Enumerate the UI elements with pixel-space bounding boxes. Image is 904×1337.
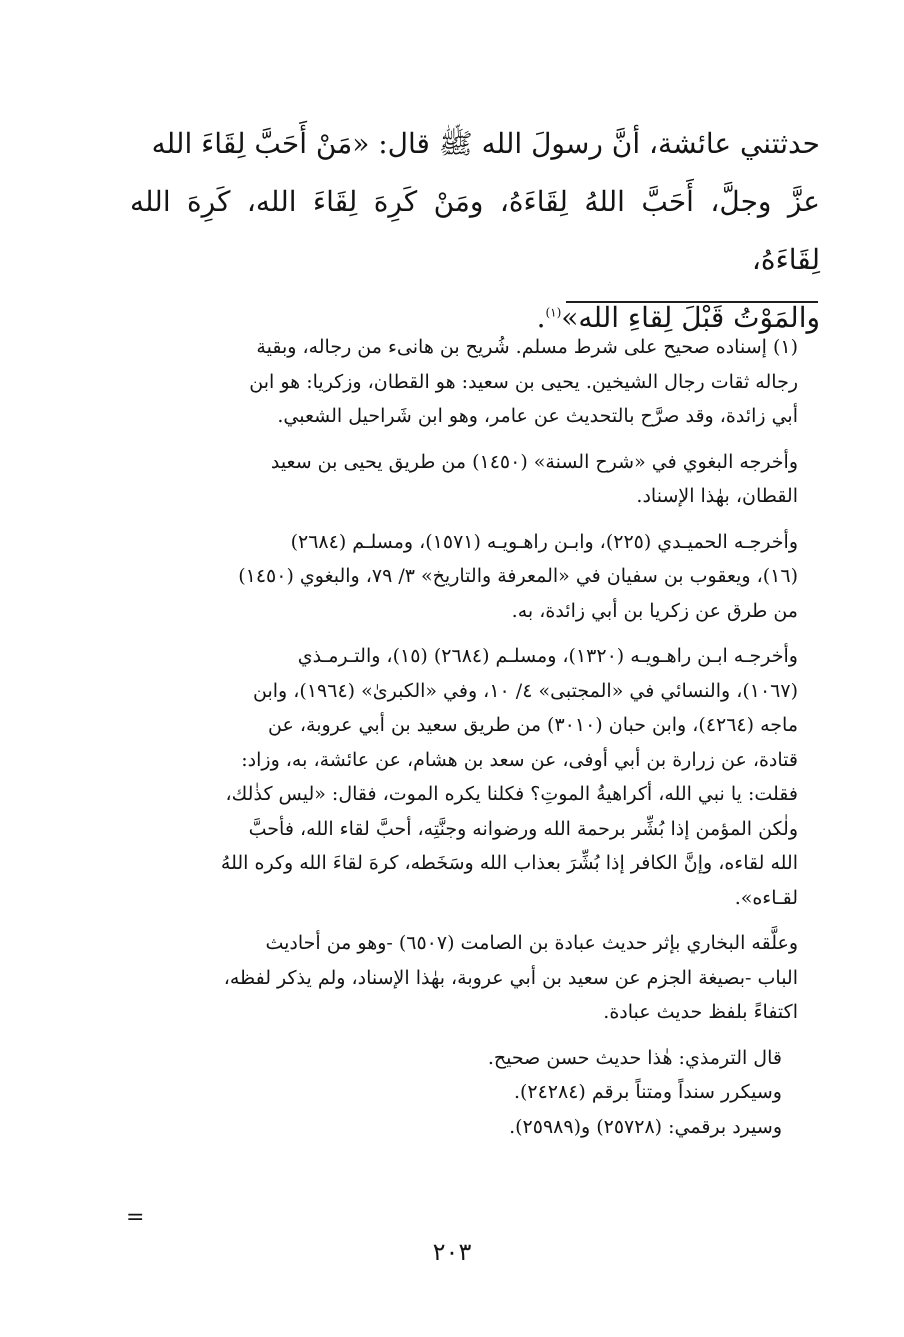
- hadith-line: عزَّ وجلَّ، أَحَبَّ اللهُ لِقَاءَهُ، ومَنْ كَرِهَ لِقَاءَ الله، كَرِهَ الله لِقَاءَهُ،: [130, 185, 820, 276]
- footnote-paragraph: [130, 639, 820, 915]
- footnote-line: وأخرجه البغوي في «شرح السنة» (١٤٥٠) من طريق يحيى بن سعيد: [270, 450, 798, 473]
- hadith-line: والمَوْتُ قَبْلَ لِقاءِ الله»$^{(١)}$.: [536, 301, 820, 334]
- footnote-line: القطان، بهٰذا الإسناد.: [636, 485, 798, 507]
- footnote-line: اكتفاءً بلفظ حديث عبادة.: [603, 1001, 798, 1023]
- footnote-paragraph: [130, 445, 820, 514]
- footnote-note: قال الترمذي: هٰذا حديث حسن صحيح.: [487, 1046, 782, 1069]
- hadith-line: حدثتني عائشة، أنَّ رسولَ الله ﷺ قال: «مَنْ أَحَبَّ لِقَاءَ الله: [151, 127, 820, 160]
- footnote-line: (١٠٦٧)، والنسائي في «المجتبى» ٤/ ١٠، وفي «الكبرىٰ» (١٩٦٤)، وابن: [253, 679, 798, 702]
- footnote-separator: [566, 301, 818, 303]
- footnote-line: لقـاءه».: [734, 886, 798, 909]
- footnote-line: فقلت: يا نبي الله، أكراهيةُ الموتِ؟ فكلنا يكره الموت، فقال: «ليس كذٰلك،: [225, 783, 798, 805]
- footnote-line: ماجه (٤٢٦٤)، وابن حبان (٣٠١٠) من طريق سعيد بن أبي عروبة، عن: [268, 714, 798, 736]
- continuation-mark: =: [126, 1205, 145, 1230]
- footnote-paragraph: [130, 330, 820, 434]
- footnote-line: الله لقاءه، وإنَّ الكافر إذا بُشِّرَ بعذاب الله وسَخَطه، كرهَ لقاءَ الله وكره اللهُ: [220, 852, 798, 874]
- footnote-line: وأخرجـه ابـن راهـويـه (١٣٢٠)، ومسلـم (٢٦٨٤) (١٥)، والتـرمـذي: [297, 645, 798, 667]
- footnote-note: وسيكرر سنداً ومتناً برقم (٢٤٢٨٤).: [513, 1081, 782, 1103]
- footnote-line: قتادة، عن زرارة بن أبي أوفى، عن سعد بن هشام، عن عائشة، به، وزاد:: [241, 748, 798, 771]
- footnote-note: وسيرد برقمي: (٢٥٧٢٨) و(٢٥٩٨٩).: [509, 1115, 782, 1138]
- footnote-line: أبي زائدة، وقد صرَّح بالتحديث عن عامر، وهو ابن شَراحيل الشعبي.: [277, 405, 798, 427]
- footnote-paragraph: [130, 926, 820, 1030]
- page-number: ٢٠٣: [432, 1238, 472, 1266]
- footnotes-section: [130, 330, 820, 1144]
- footnote-line: ولٰكن المؤمن إذا بُشِّر برحمة الله ورضوانه وجنَّتِه، أحبَّ لقاء الله، فأحبَّ: [248, 817, 798, 840]
- footnote-line: (١٦)، ويعقوب بن سفيان في «المعرفة والتاريخ» ٣/ ٧٩، والبغوي (١٤٥٠): [238, 565, 798, 587]
- footnote-line: من طرق عن زكريا بن أبي زائدة، به.: [511, 599, 798, 622]
- footnote-line: رجاله ثقات رجال الشيخين. يحيى بن سعيد: هو القطان، وزكريا: هو ابن: [249, 370, 798, 393]
- footnote-line: وأخرجـه الحميـدي (٢٢٥)، وابـن راهـويـه (١٥٧١)، ومسلـم (٢٦٨٤): [290, 530, 798, 553]
- footnote-line: (١) إسناده صحيح على شرط مسلم. شُريح بن هانىء من رجاله، وبقية: [256, 336, 798, 358]
- footnote-reference: (١): [545, 305, 562, 320]
- footnote-line: وعلَّقه البخاري بإثر حديث عبادة بن الصامت (٦٥٠٧) -وهو من أحاديث: [265, 932, 798, 954]
- footnote-line: الباب -بصيغة الجزم عن سعيد بن أبي عروبة، بهٰذا الإسناد، ولم يذكر لفظه،: [223, 966, 798, 989]
- hadith-text: [130, 115, 820, 347]
- footnote-paragraph: [130, 525, 820, 629]
